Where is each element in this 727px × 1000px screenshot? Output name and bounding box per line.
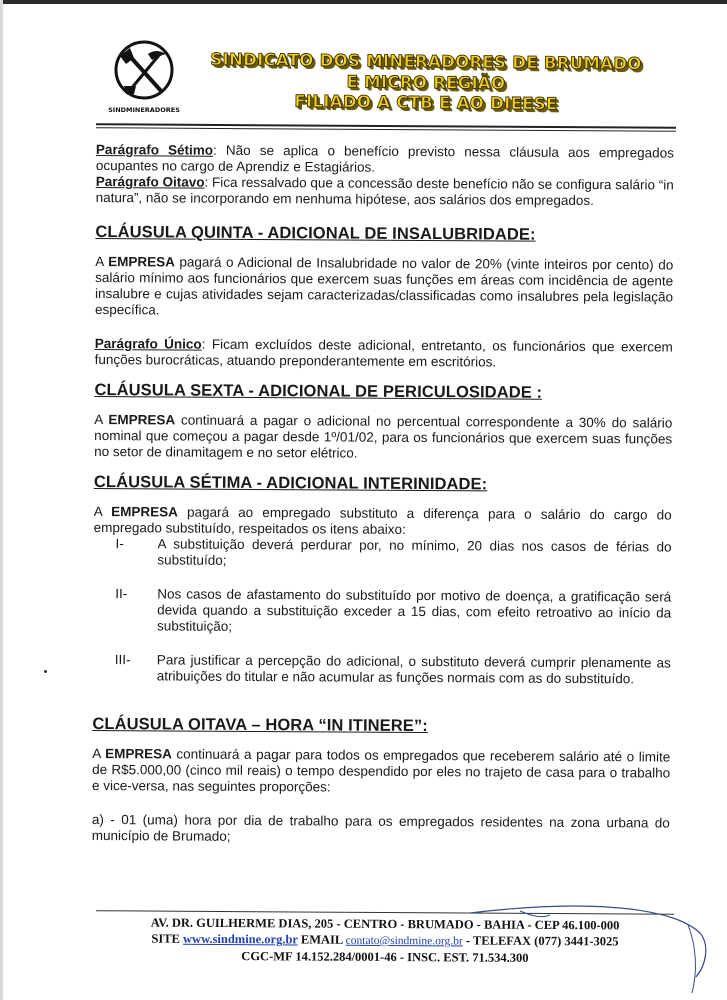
footer-address: AV. DR. GUILHERME DIAS, 205 - CENTRO - BRUMADO - BAHIA - CEP 46.100-000: [150, 915, 620, 933]
list-item: [93, 536, 671, 572]
paragraph-label: Parágrafo Sétimo: [95, 142, 214, 158]
page-left-edge: [0, 0, 3, 1000]
site-label: SITE: [151, 931, 184, 946]
ink-dot: [44, 670, 47, 673]
item-text: Para justificar a percepção do adicional, o substituto deverá cumprir plenamente as atribuições do titular e não acumular as funções normais com as do substituído.: [156, 652, 671, 687]
item-number: II-: [115, 586, 128, 602]
paragraph-text: pagará o Adicional de Insalubridade no valor de 20% (vinte inteiros por cento) do salário mínimo aos funcionários que exercem suas funções em áreas com incidência de agente insalubre e cujas atividades sejam caracterizadas/classificadas como insalubres pela legislação específica.: [94, 254, 674, 318]
lead-text: A: [94, 411, 109, 428]
paragraph-text: pagará ao empregado substituto a diferença para o salário do cargo do empregado substituído, respeitados os itens abaixo:: [93, 504, 672, 537]
clausula-setima-title: CLÁUSULA SÉTIMA - ADICIONAL INTERINIDADE:: [93, 472, 488, 494]
footer-registration: CGC-MF 14.152.284/0001-46 - INSC. EST. 71.534.300: [241, 949, 529, 965]
lead-text: A: [93, 503, 112, 520]
item-a-text: a) - 01 (uma) hora por dia de trabalho para os empregados residentes na zona urbana do município de Brumado;: [91, 811, 670, 844]
paragraph-text: continuará a pagar o adicional no percentual correspondente a 30% do salário nominal que começou a pagar desde 1º/01/02, para os funcionários que exercem suas funções no setor de dinamitagem e no setor elétrico.: [94, 412, 673, 461]
paragraph-unico: [95, 336, 673, 372]
document-body: [92, 142, 674, 848]
item-text: Nos casos de afastamento do substituído por motivo de doença, a gratificação será devida quando a substituição exceder a 15 dias, com efeito retroativo ao início da substituição;: [156, 586, 672, 634]
clausula-quinta-title: CLÁUSULA QUINTA - ADICIONAL DE INSALUBRIDADE:: [95, 222, 536, 244]
empresa-bold: EMPRESA: [111, 504, 178, 520]
clausula-quinta-text: [95, 254, 673, 322]
list-item: [93, 652, 671, 688]
lead-text: A: [92, 745, 106, 762]
email-label: EMAIL: [297, 932, 346, 947]
logo-caption: SINDMINERADORES: [108, 106, 180, 114]
union-name-line1: SINDICATO DOS MINERADORES DE BRUMADO: [210, 49, 642, 74]
clausula-oitava-title: CLÁUSULA OITAVA – HORA “IN ITINERE”:: [92, 714, 428, 736]
signature-mark: [460, 885, 725, 995]
pickaxe-shovel-icon: [108, 38, 180, 104]
page-top-edge: [0, 0, 727, 4]
empresa-bold: EMPRESA: [105, 746, 172, 762]
list-item: [93, 586, 671, 638]
site-link[interactable]: www.sindmine.org.br: [183, 931, 298, 947]
union-logo: [104, 38, 184, 120]
paragraph-label: Parágrafo Único: [94, 335, 202, 352]
union-name-line2: E MICRO REGIÃO: [346, 72, 506, 93]
paragraph-oitavo: [96, 174, 674, 210]
paragraph-text: : Ficam excluídos deste adicional, entretanto, os funcionários que exercem funções burocráticas, atuando preponderantemente em escritórios.: [94, 336, 673, 370]
paragraph-text: : Não se aplica o benefício previsto nessa cláusula aos empregados ocupantes no cargo de Aprendiz e Estagiários.: [95, 142, 674, 175]
union-affiliation: FILIADO A CTB E AO DIEESE: [294, 91, 558, 114]
telefax: - TELEFAX (077) 3441-3025: [462, 933, 619, 949]
email-link[interactable]: contato@sindmine.org.br: [345, 934, 463, 948]
paragraph-setimo: [96, 142, 674, 178]
paragraph-text: : Fica ressalvado que a concessão deste benefício não se configura salário “in natura”, não se incorporando em nenhuma hipótese, aos salários dos empregados.: [95, 174, 674, 209]
clausula-sexta-text: [94, 412, 672, 464]
paragraph-text: continuará a pagar para todos os empregados que receberem salário até o limite de R$5.000,00 (cinco mil reais) o tempo despendido por eles no trajeto de casa para o trabalho e vice-versa, nas seguintes proporções:: [92, 746, 671, 795]
empresa-bold: EMPRESA: [108, 254, 175, 270]
paragraph-label: Parágrafo Oitavo: [95, 173, 205, 190]
item-number: III-: [114, 652, 131, 668]
clausula-setima-text: [94, 504, 672, 540]
empresa-bold: EMPRESA: [108, 412, 176, 428]
item-number: I-: [115, 536, 124, 552]
clausula-sexta-title: CLÁUSULA SEXTA - ADICIONAL DE PERICULOSIDADE :: [94, 380, 543, 402]
lead-text: A: [95, 253, 109, 270]
item-text: A substituição deverá perdurar por, no mínimo, 20 dias nos casos de férias do substituído;: [157, 536, 672, 568]
clausula-oitava-text: [92, 746, 670, 798]
